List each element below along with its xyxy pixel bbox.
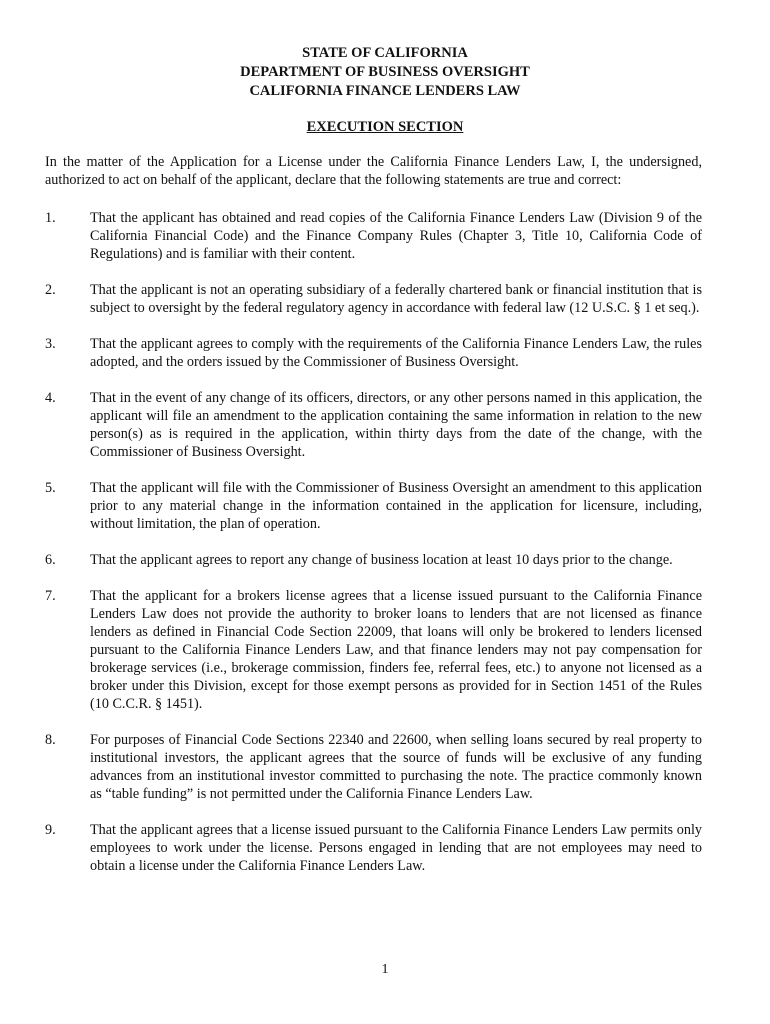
- statement-text: That the applicant agrees to report any change of business location at least 10 days prior to the change.: [90, 552, 673, 568]
- statement-number: 9.: [45, 822, 56, 838]
- statement-number: 2.: [45, 282, 56, 298]
- statement-item: [45, 389, 702, 461]
- statement-item: [45, 587, 702, 713]
- statement-number: 3.: [45, 336, 56, 352]
- statement-text: That in the event of any change of its officers, directors, or any other persons named in this application, the applicant will file an amendment to the application containing the same information in relation to the new person(s) as is required in the application, within thirty days from the date of the change, with the Commissioner of Business Oversight.: [90, 390, 702, 460]
- statement-text: That the applicant for a brokers license agrees that a license issued pursuant to the California Finance Lenders Law does not provide the authority to broker loans to lenders that are not licensed as finance lenders as defined in Financial Code Section 22009, that loans will only be brokered to lenders licensed pursuant to the California Finance Lenders Law, and that finance lenders may not pay compensation for brokerage services (i.e., brokerage commission, finders fee, referral fees, etc.) to anyone not licensed as a broker under this Division, except for those exempt persons as provided for in Section 1451 of the Rules (10 C.C.R. § 1451).: [90, 588, 702, 712]
- statement-number: 5.: [45, 480, 56, 496]
- statement-number: 8.: [45, 732, 56, 748]
- statement-item: [45, 551, 702, 569]
- statement-text: That the applicant has obtained and read copies of the California Finance Lenders Law (Division 9 of the California Financial Code) and the Finance Company Rules (Chapter 3, Title 10, California Code of Regulations) and is familiar with their content.: [90, 210, 702, 262]
- document-header: [0, 44, 770, 101]
- intro-paragraph: In the matter of the Application for a License under the California Finance Lenders Law, I, the undersigned, authorized to act on behalf of the applicant, declare that the following statements are true and correct:: [45, 154, 702, 188]
- statement-number: 7.: [45, 588, 56, 604]
- statement-text: That the applicant will file with the Commissioner of Business Oversight an amendment to this application prior to any material change in the information contained in the application for licensure, including, without limitation, the plan of operation.: [90, 480, 702, 532]
- statement-item: [45, 479, 702, 533]
- statement-text: That the applicant agrees to comply with the requirements of the California Finance Lenders Law, the rules adopted, and the orders issued by the Commissioner of Business Oversight.: [90, 336, 702, 370]
- statement-text: That the applicant agrees that a license issued pursuant to the California Finance Lenders Law permits only employees to work under the license. Persons engaged in lending that are not employees may need to obtain a license under the California Finance Lenders Law.: [90, 822, 702, 874]
- statement-item: [45, 281, 702, 317]
- statement-list: [45, 209, 702, 893]
- statement-item: [45, 209, 702, 263]
- statement-text: That the applicant is not an operating subsidiary of a federally chartered bank or financial institution that is subject to oversight by the federal regulatory agency in accordance with federal law (12 U.S.C. § 1 et seq.).: [90, 282, 702, 316]
- statement-item: [45, 821, 702, 875]
- statement-item: [45, 335, 702, 371]
- statement-text: For purposes of Financial Code Sections 22340 and 22600, when selling loans secured by real property to institutional investors, the applicant agrees that the source of funds will be exclusive of any funding advances from an institutional investor committed to purchasing the note. The practice commonly known as “table funding” is not permitted under the California Finance Lenders Law.: [90, 732, 702, 802]
- header-state: STATE OF CALIFORNIA: [302, 45, 468, 61]
- header-department: DEPARTMENT OF BUSINESS OVERSIGHT: [240, 64, 530, 80]
- statement-number: 1.: [45, 210, 56, 226]
- statement-number: 6.: [45, 552, 56, 568]
- section-title: EXECUTION SECTION: [306, 119, 464, 135]
- page-number: 1: [381, 962, 389, 977]
- statement-item: [45, 731, 702, 803]
- statement-number: 4.: [45, 390, 56, 406]
- header-law: CALIFORNIA FINANCE LENDERS LAW: [249, 83, 521, 99]
